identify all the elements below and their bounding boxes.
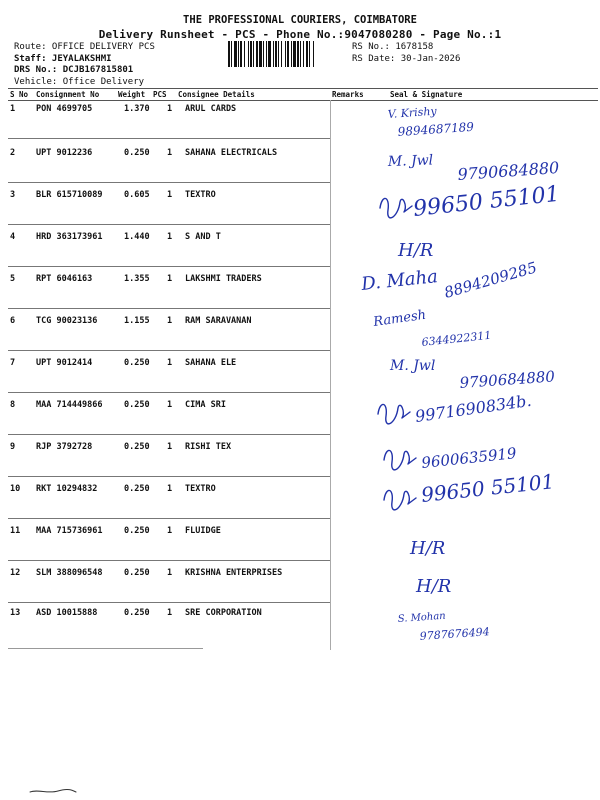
signature-name: V. Krishy [387,104,438,121]
handwritten-signature [374,306,574,356]
barcode-bar [228,41,230,67]
barcode [228,41,348,67]
row-consignee: RISHI TEX [185,442,232,452]
row-sno: 2 [10,148,16,158]
signature-phone: 9894687189 [397,119,475,139]
signature-name: M. Jwl [387,152,434,170]
barcode-bar [266,41,267,67]
col-seal: Seal & Signature [390,90,463,99]
row-consignment: PON 4699705 [36,104,93,114]
row-consignment: RJP 3792728 [36,442,93,452]
signature-phone: 9787676494 [419,625,491,643]
signature-phone: 99650 55101 [412,181,561,222]
row-weight: 0.250 [124,484,150,494]
column-header-row [8,90,596,100]
handwritten-signature [388,104,588,154]
barcode-bar [300,41,301,67]
header-rule-top [8,88,598,89]
col-pcs: PCS [153,90,167,99]
row-consignee: FLUIDGE [185,526,221,536]
barcode-bar [293,41,296,67]
col-remarks: Remarks [332,90,364,99]
row-rule [8,518,330,519]
rs-number: RS No.: 1678158 [352,42,434,52]
row-weight: 0.250 [124,400,150,410]
row-consignment: HRD 363173961 [36,232,103,242]
barcode-bar [275,41,277,67]
row-sno: 13 [10,608,21,618]
row-rule [8,560,330,561]
row-weight: 1.355 [124,274,150,284]
row-rule [8,224,330,225]
signature-name: H/R [410,538,446,559]
row-pcs: 1 [167,316,173,326]
route-label: Route: OFFICE DELIVERY PCS [14,42,155,52]
row-consignment: UPT 9012236 [36,148,93,158]
barcode-bar [285,41,286,67]
row-consignee: ARUL CARDS [185,104,237,114]
row-sno: 1 [10,104,16,114]
barcode-bar [244,41,245,67]
row-pcs: 1 [167,526,173,536]
barcode-bar [273,41,274,67]
row-sno: 9 [10,442,16,452]
row-consignee: RAM SARAVANAN [185,316,252,326]
row-sno: 3 [10,190,16,200]
barcode-bar [287,41,289,67]
row-weight: 0.250 [124,358,150,368]
barcode-bar [303,41,304,67]
row-sno: 7 [10,358,16,368]
row-consignee: SRE CORPORATION [185,608,262,618]
col-consignment: Consignment No [36,90,100,99]
row-pcs: 1 [167,568,173,578]
signature-phone: 9600635919 [420,444,518,472]
row-sno: 10 [10,484,21,494]
signature-name: H/R [416,576,452,597]
row-rule [8,392,330,393]
row-sno: 12 [10,568,21,578]
barcode-bar [291,41,292,67]
signature-name: Ramesh [372,307,427,330]
row-pcs: 1 [167,400,173,410]
col-consignee: Consignee Details [178,90,255,99]
row-consignee: KRISHNA ENTERPRISES [185,568,283,578]
row-pcs: 1 [167,484,173,494]
row-sno: 11 [10,526,21,536]
row-consignment: ASD 10015888 [36,608,98,618]
row-weight: 0.250 [124,442,150,452]
signature-name: S. Mohan [397,610,447,625]
row-rule [8,350,330,351]
row-pcs: 1 [167,608,173,618]
barcode-bar [263,41,264,67]
barcode-bar [313,41,314,67]
signature-phone: 9790684880 [456,157,560,184]
barcode-bar [306,41,308,67]
barcode-bar [234,41,237,67]
handwritten-signature [382,469,582,530]
row-consignment: MAA 714449866 [36,400,103,410]
row-consignee: SAHANA ELE [185,358,237,368]
signature-phone: 9790684880 [459,367,556,392]
row-consignee: TEXTRO [185,484,216,494]
signature-phone: 8894209285 [442,258,539,302]
barcode-bar [240,41,242,67]
row-pcs: 1 [167,148,173,158]
row-sno: 4 [10,232,16,242]
row-weight: 0.250 [124,526,150,536]
signature-phone: 6344922311 [420,328,492,349]
row-sno: 8 [10,400,16,410]
barcode-bar [250,41,252,67]
barcode-bar [253,41,254,67]
row-pcs: 1 [167,358,173,368]
handwritten-signature [398,610,598,660]
row-pcs: 1 [167,442,173,452]
barcode-bar [259,41,262,67]
row-weight: 1.440 [124,232,150,242]
barcode-bar [231,41,232,67]
col-weight: Weight [118,90,146,99]
footer-mark [28,786,78,796]
row-consignment: TCG 90023136 [36,316,98,326]
row-consignee: CIMA SRI [185,400,226,410]
signature-name: H/R [398,240,434,261]
row-rule [8,602,330,603]
handwritten-signature [378,181,578,238]
row-consignment: MAA 715736961 [36,526,103,536]
drs-number: DRS No.: DCJB167815801 [14,65,134,75]
row-weight: 0.250 [124,568,150,578]
signature-scribble [380,198,412,217]
barcode-bar [281,41,282,67]
header-rule-bottom [8,100,598,101]
row-consignee: S AND T [185,232,221,242]
row-rule [8,138,330,139]
row-rule [8,266,330,267]
barcode-bar [256,41,258,67]
table-end-rule [8,648,203,649]
row-consignee: SAHANA ELECTRICALS [185,148,278,158]
row-weight: 0.250 [124,608,150,618]
vehicle-label: Vehicle: Office Delivery [14,77,145,87]
row-rule [8,182,330,183]
rs-date: RS Date: 30-Jan-2026 [352,54,461,64]
signature-scribble [384,490,416,509]
signature-scribble [378,404,410,423]
row-weight: 1.155 [124,316,150,326]
row-weight: 0.250 [124,148,150,158]
company-title: THE PROFESSIONAL COURIERS, COIMBATORE [183,14,417,26]
row-pcs: 1 [167,274,173,284]
row-weight: 0.605 [124,190,150,200]
runsheet-subtitle: Delivery Runsheet - PCS - Phone No.:9047080280 - Page No.:1 [98,28,502,41]
barcode-bar [268,41,271,67]
row-rule [8,434,330,435]
row-consignee: TEXTRO [185,190,216,200]
row-consignment: SLM 388096548 [36,568,103,578]
row-weight: 1.370 [124,104,150,114]
barcode-bar [278,41,279,67]
row-rule [8,308,330,309]
row-consignment: BLR 615710089 [36,190,103,200]
signature-phone: 9971690834b. [413,390,533,426]
barcode-bar [248,41,249,67]
row-pcs: 1 [167,232,173,242]
row-consignment: UPT 9012414 [36,358,93,368]
barcode-bar [309,41,310,67]
row-sno: 5 [10,274,16,284]
staff-label: Staff: JEYALAKSHMI [14,54,112,64]
row-sno: 6 [10,316,16,326]
row-pcs: 1 [167,190,173,200]
row-consignment: RPT 6046163 [36,274,93,284]
barcode-bar [238,41,239,67]
row-pcs: 1 [167,104,173,114]
signature-scribble [384,450,416,469]
signature-name: M. Jwl [390,358,436,374]
handwritten-signature [376,390,576,444]
signature-name: D. Maha [360,266,439,295]
row-rule [8,476,330,477]
col-sno: S No [10,90,29,99]
row-consignment: RKT 10294832 [36,484,98,494]
signature-phone: 99650 55101 [420,469,556,507]
row-consignee: LAKSHMI TRADERS [185,274,262,284]
barcode-bar [297,41,299,67]
